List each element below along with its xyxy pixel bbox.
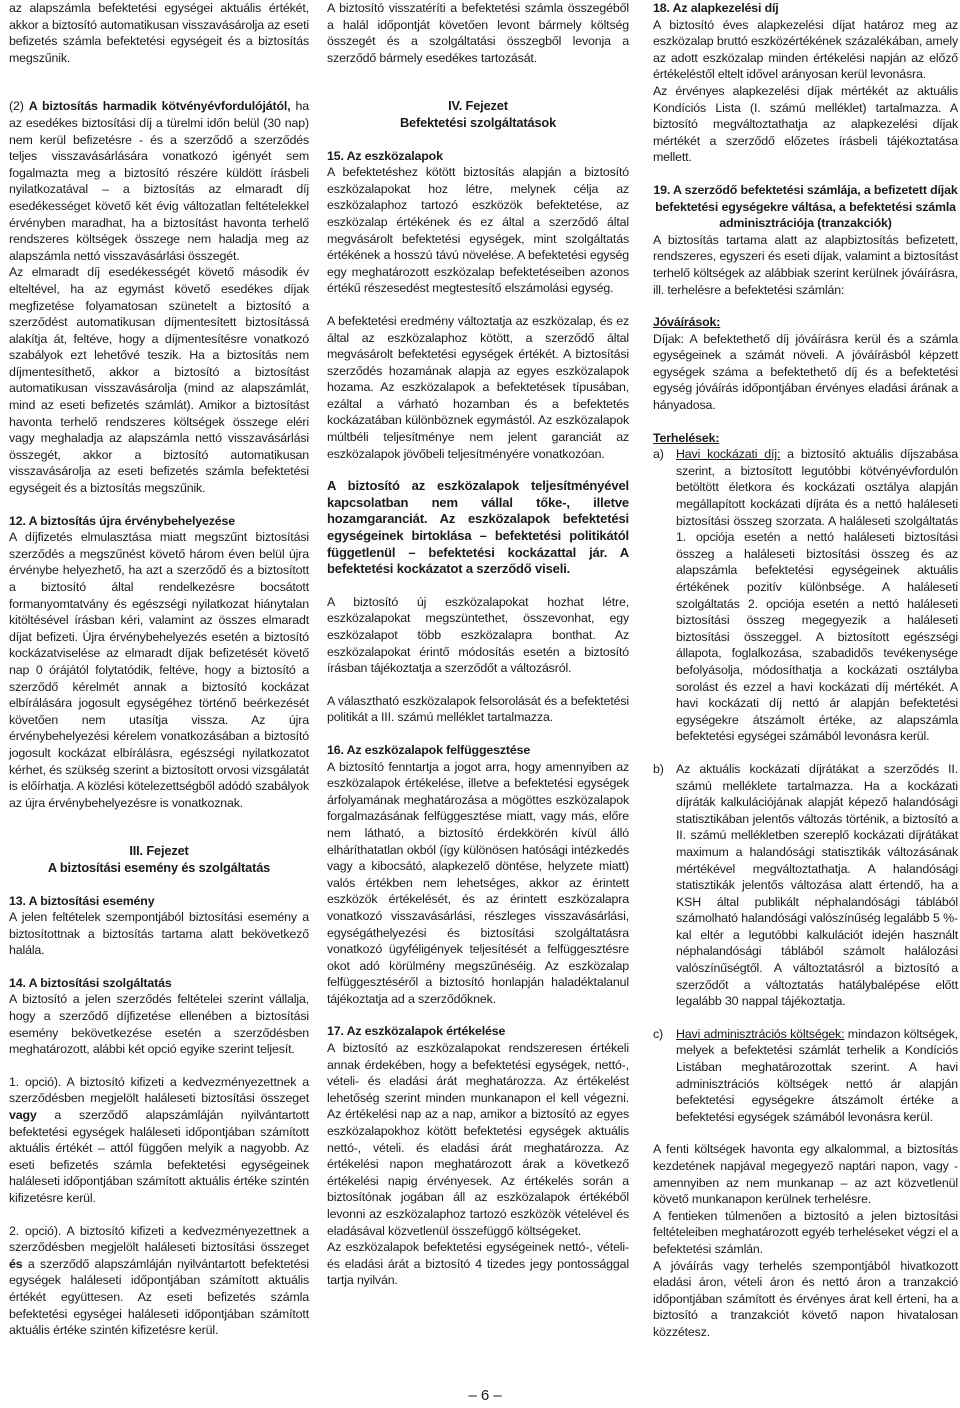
paragraph-18b: Az érvényes alapkezelési díjak mértékét az aktuális Kondíciós Lista (I. számú melléklet) tartalmazza. A biztosító megváltoztathatja az alapkezelési díjak mértékét a szerződő előzetes írásbeli tájékoztatása mellett. — [653, 83, 958, 165]
column-left — [9, 0, 309, 1339]
debits-heading: Terhelések: — [653, 430, 720, 445]
section-heading-18: 18. Az alapkezelési díj — [653, 1, 779, 15]
chapter-title-3: III. Fejezet A biztosítási esemény és szolgáltatás — [47, 843, 271, 875]
column-middle — [327, 0, 629, 1289]
paragraph-15e: A választható eszközalapok felsorolását és a befektetési politikát a III. számú melléklet tartalmazza. — [327, 693, 629, 725]
paragraph-15a: A befektetéshez kötött biztosítás alapján a biztosító eszközalapokat hoz létre, melynek célja az eszközalaphoz tartozó eszközök befektetése, az eszközalap értékének és ez által a szerződő által megvásárolt befektetési egységek, mint szolgáltatás értékének a hosszú távú növelése. A befektetési egység egy meghatározott eszközalap befektetéseiben azonos értékű részesedést megtestesítő elszámolási egység. — [327, 165, 629, 296]
paragraph-2: (2) A biztosítás harmadik kötvényévfordulójától, ha az esedékes biztosítási díj a türelmi időn belül (30 nap) nem kerül befizetésre - és a szerződő a szerződés teljes visszavásárlására vonatkozó igényét sem fogalmazta meg a biztosító részére küldött írásbeli nyilatkozatával – a biztosítás az elmaradt díj esedékességet követő két évig változatlan feltételekkel érvényben maradhat, ha a biztosítást havonta terhelő rendszeres költségek összege nem haladja meg az alapszámla nettó visszavásárlási összegét. — [9, 99, 309, 263]
paragraph-15c-bold: A biztosító az eszközalapok teljesítményével kapcsolatban nem vállal tőke-, illetve hozamgaranciát. Az eszközalapok befektetési egységeinek birtoklása – befektetési politikától függetlenül – befektetési kockázattal jár. A befektetési kockázatot a szerződő viseli. — [327, 478, 629, 577]
option-1: 1. opció). A biztosító kifizeti a kedvezményezettnek a szerződésben megjelölt haláleseti biztosítási összeget vagy a szerződő alapszámláján nyilvántartott befektetési egységek haláleseti időpontjában számított aktuális értékét – attól függően melyik a nagyobb. Az eseti befizetés számla befektetési egységeinek haláleseti időpontjában számított aktuális értéke szintén kifizetésre kerül. — [9, 1074, 309, 1205]
section-heading-15: 15. Az eszközalapok — [327, 148, 443, 163]
paragraph-2-bold: A biztosítás harmadik kötvényévfordulójától, — [28, 99, 291, 114]
paragraph-end-3: A jóváírás vagy terhelés szempontjából hivatkozott eladási áron, vételi áron és nettó áron a tranzakció időpontjában számított és érvényes árat kell érteni, ha a biztosító a tranzakciót követő napon hivatalosan közzétesz. — [653, 1258, 958, 1339]
paragraph-15d: A biztosító új eszközalapokat hozhat létre, eszközalapokat megszüntethet, összevonhat, egy eszközalapot több eszközalapra bonthat. Az eszközalapokat érintő módosítás esetén a biztosító írásban tájékoztatja a szerződőt a változásról. — [327, 594, 629, 676]
section-heading-12: 12. A biztosítás újra érvénybehelyezése — [9, 513, 236, 528]
paragraph-intro: A biztosító visszatéríti a befektetési számla összegéből a halál időpontját követően levont bármely költség összegét és a szolgáltatási összegből levonja a szerződő bármely esedékes tartozását. — [327, 1, 629, 65]
section-heading-14: 14. A biztosítási szolgáltatás — [9, 975, 172, 990]
chapter-title-4: IV. Fejezet Befektetési szolgáltatások — [399, 98, 557, 130]
list-item-c: c) Havi adminisztrációs költségek: mindazon költségek, melyek a befektetési számlát terhelik a Kondíciós Listában meghatározottak szerint. A havi adminisztrációs költségek nettó ár alapján befektetési egységekre átszámolt értéke a befektetési egységek számából levonásra kerül. — [653, 1026, 958, 1124]
section-heading-16: 16. Az eszközalapok felfüggesztése — [327, 742, 531, 757]
paragraph-16: A biztosító fenntartja a jogot arra, hogy amennyiben az eszközalapok értékelése, illetve a befektetési egységek árfolyamának meghatározása a mögöttes eszközalapok forgalmazásának felfüggesztése miatt, vagy más, előre nem látható, a biztosító érdekkörén kívül álló elháríthatatlan okból (így különösen hatósági intézkedés vagy a kibocsátó, alapkezelő döntése, helyzete miatt) valós értékben nem lehetséges, akkor az érintett eszközök értékelését, és az érintett eszközalapra vonatkozó visszavásárlási, részleges visszavásárlási, egységáthelyezési és biztosítási szolgáltatásra vonatkozó ügyféligények teljesítését a felfüggesztésre okot adó körülmény megszűnéséig. Az eszközalap felfüggesztéséről a biztosító honlapján haladéktalanul tájékoztatja ad a szerződőknek. — [327, 759, 629, 1006]
section-heading-19: 19. A szerződő befektetési számlája, a befizetett díjak befektetési egységekre váltása, a befektetési számla adminisztrációja (tranzakciók) — [653, 182, 958, 231]
section-heading-13: 13. A biztosítási esemény — [9, 893, 155, 908]
paragraph-end-1: A fenti költségek havonta egy alkalommal, a biztosítás kezdetének napjával megegyező naptári napon, vagy - amennyiben az nem munkanap – az azt közvetlenül követő munkanapon kerülnek terhelésre. — [653, 1142, 958, 1207]
list-item-b: b) Az aktuális kockázati díjrátákat a szerződés II. számú melléklete tartalmazza. Ha a kockázati díjráták kalkulációjának alapját képező halandósági statisztikában jelentős változás történik, a biztosító a II. számú mellékletben szereplő kockázati díjrátákat maximum a halandósági statisztikák változásának mértékével megváltoztathatja. A halandósági statisztikák jelentős változása alatt értendő, ha a KSH által publikált néphalandósági táblából számolható halandósági valószínűség legalább 5 %-kal eltér a legutóbbi kalkulációt idején használt néphalandósági táblából számolt halálozási valószínűségtől. A változtatásról a biztosító a szerződőt a változtatás hatálybalépése előtt legalább 30 nappal tájékoztatja. — [653, 761, 958, 1009]
paragraph-18a: A biztosító éves alapkezelési díjat határoz meg az eszközalap bruttó eszközértékének százalékában, amely az adott eszközalap minden értékelési napján az előző értékeléstől eltelt idővel arányosan kerül levonásra. — [653, 17, 958, 82]
paragraph-17b: Az eszközalapok befektetési egységeinek nettó-, vételi- és eladási árát a biztosító 4 tizedes jegy pontossággal tartja nyilván. — [327, 1240, 629, 1288]
paragraph-13: A jelen feltételek szempontjából biztosítási esemény a biztosítottnak a biztosítás tartama alatt bekövetkező halála. — [9, 910, 309, 958]
paragraph-credits: Díjak: A befektethető díj jóváírásra kerül és a számla egységeinek a számát növeli. A jóváírásból képzett egységek száma a befektethető díj és a befektetési egység jóváírás időpontjában érvényes eladási árának a hányadosa. — [653, 331, 958, 413]
paragraph-intro: az alapszámla befektetési egységei aktuális értékét, akkor a biztosító automatikusan visszavásárolja az eseti befizetés számla befektetési egységeit és a biztosítás megszűnik. — [9, 1, 309, 65]
paragraph-3: Az elmaradt díj esedékességét követő második év elteltével, ha az egymást követő esedékes díjak megfizetése folyamatosan szünetelt a biztosító a szerződést automatikusan díjmentesített biztosítássá alakítja át, feltéve, hogy a díjmentesítésre vonatkozó szabályok ezt lehetővé teszik. Ha a biztosítás nem díjmentesíthető, akkor a biztosító a biztosítást automatikusan visszavásárolja (mind az alapszámlát, mind az eseti befizetés számlát). Amikor a biztosítást havonta terhelő rendszeres költségek összege eléri vagy meghaladja az alapszámla nettó visszavásárlási összegét, akkor a biztosító automatikusan visszavásárolja az eseti befizetés számla befektetési egységeit és a biztosítás megszűnik. — [9, 265, 309, 496]
page-number: – 6 – — [468, 1387, 502, 1404]
paragraph-12: A díjfizetés elmulasztása miatt megszűnt biztosítási szerződés a megszűnést követő három éven belül újra érvénybe helyezhető, ha azt a szerződő és a biztosított a biztosító által rendelkezésre bocsátott formanyomtatvány és egészségi nyilatkozat hiánytalan kitöltésével írásban kéri, valamint az összes elmaradt díjat befizeti. Újra érvénybehelyezés esetén a biztosító kockázatviselése az elmaradt díjak befizetését követő nap 0 órájától folytatódik, feltéve, hogy a biztosító a szerződő kérelmét annak a biztosító kockázat elbírálására jogosult egységéhez történő beérkezését követően nem utasítja vissza. Az újra érvénybehelyezési kérelem vonatkozásában a biztosító jogosult kockázat elbírálásra, egészségi nyilatkozatot kérhet, és szükség szerint a biztosított orvosi vizsgálatát is előírhatja. A közlési kötelezettségből adódó szabályok az újra érvénybehelyezésre is vonatkoznak. — [9, 530, 309, 810]
section-heading-17: 17. Az eszközalapok értékelése — [327, 1024, 506, 1039]
paragraph-14: A biztosító a jelen szerződés feltételei szerint vállalja, hogy a szerződő díjfizetése ellenében a biztosítási esemény bekövetkezése esetén a szerződésben meghatározott, alábbi két opció egyike szerint teljesít. — [9, 992, 309, 1057]
paragraph-15b: A befektetési eredmény változtatja az eszközalap, és ez által az eszközalaphoz kötött, a szerződő által megvásárolt befektetési egységek értékét. A biztosítási szerződés hozamának alapja az egyes eszközalapok hozama. Az eszközalapok a befektetések típusában, ezáltal a várható hozamban és a befektetés kockázatában különböznek egymástól. Az eszközalapok múltbéli teljesítménye nem jelent garanciát az eszközalapok jövőbeli teljesítményére vonatkozóan. — [327, 313, 629, 461]
paragraph-17: A biztosító az eszközalapokat rendszeresen értékeli annak érdekében, hogy a befektetési egységek, nettó-, vételi- és eladási árát meghatározza. Az értékelést lehetőség szerint minden munkanapon el kell végezni. Az értékelési nap az a nap, amikor a biztosító az egyes eszközalapokhoz kötött befektetési egységek aktuális nettó-, vételi. és eladási árát meghatározza. Az értékelési napon meghatározott árak a következő értékelési napig érvényesek. Az értékelés során a biztosítónak jogában áll az eszközalapok értékéből levonni az eszközalaphoz tartozó eszközök vételével és eladásával közvetlenül összefüggő költségeket. — [327, 1041, 629, 1238]
column-right — [653, 0, 958, 1341]
paragraph-end-2: A fentieken túlmenően a biztosító a jelen biztosítási feltételeiben meghatározott egyéb terheléseket végzi el a befektetési számlán. — [653, 1208, 958, 1256]
list-item-a: a) Havi kockázati díj: a biztosító aktuális díjszabása szerint, a biztosított legutóbbi kötvényévfordulón betöltött életkora és kockázati osztálya alapján megállapított kockázati díjráta és a nettó haláleseti biztosítási összeg szorzata. A haláleseti szolgáltatás 1. opciója esetén a nettó haláleseti biztosítási összeg a haláleseti biztosítási összeg és az alapszámla befektetési egységeinek aktuális értékének pozitív különbsége. A haláleseti szolgáltatás 2. opciója esetén a nettó haláleseti biztosítási összeg megegyezik a haláleseti biztosítási összeggel. A biztosított egészségi állapota, foglalkozása, szabadidős tevékenysége befolyásolja, módosíthatja a kockázati osztályba sorolást és ezzel a havi kockázati díj mértékét. A havi kockázati díj nettó ár alapján befektetési egységekre átszámolt értéke, az alapszámla befektetési egységei számából levonásra kerül. — [653, 447, 958, 744]
credits-heading: Jóváírások: — [653, 315, 721, 330]
paragraph-19: A biztosítás tartama alatt az alapbiztosítás befizetett, rendszeres, egyszeri és eseti díjak, valamint a biztosítást terhelő költségek az alábbiak szerint kerülnek jóváírásra, ill. terhelésre a befektetési számlán: — [653, 232, 958, 297]
option-2: 2. opció). A biztosító kifizeti a kedvezményezettnek a szerződésben megjelölt haláleseti biztosítási összeget és a szerződő alapszámláján nyilvántartott befektetési egységek haláleseti időpontjában számított aktuális értékét együttesen. Az eseti befizetés számla befektetési egységei haláleseti időpontjában számított aktuális értéke szintén kifizetésre kerül. — [9, 1223, 309, 1338]
